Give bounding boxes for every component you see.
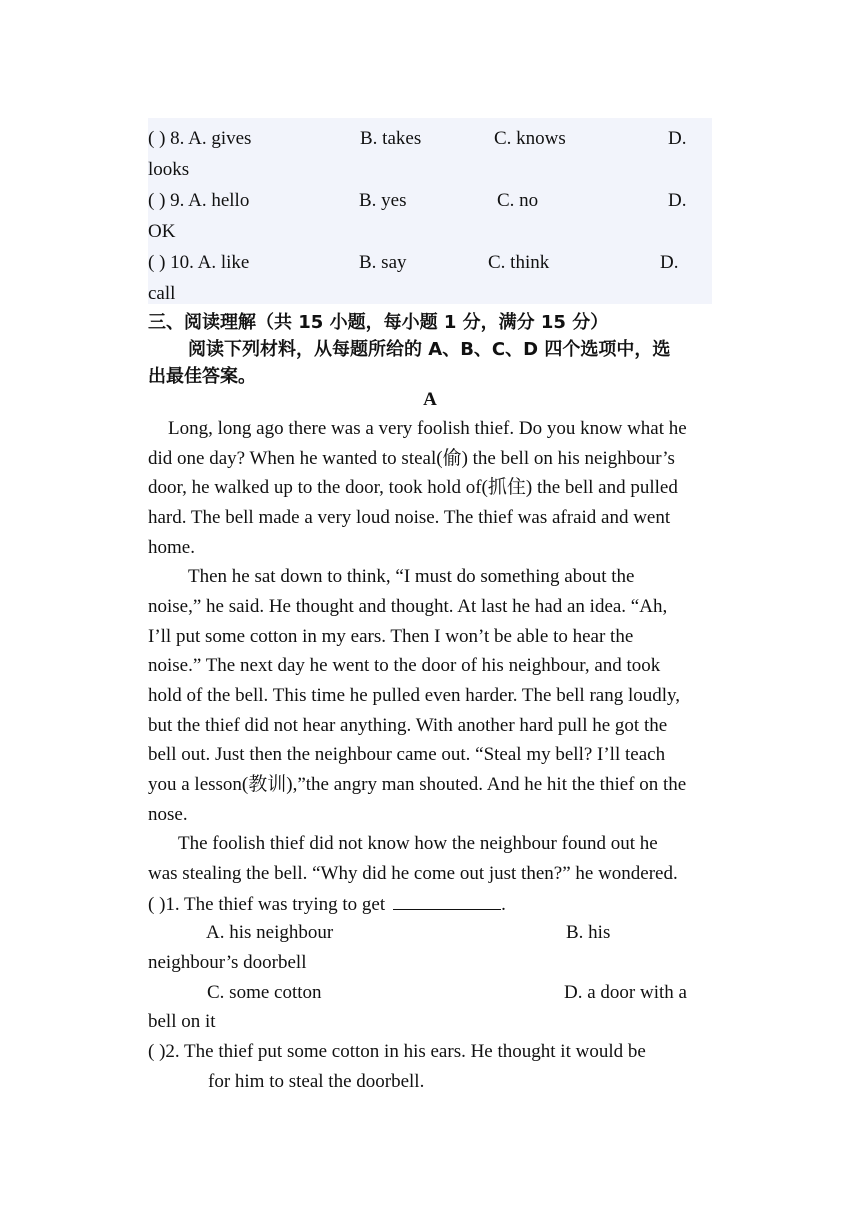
passage-line: noise.” The next day he went to the door of his neighbour, and took [148,655,661,676]
passage-line: bell out. Just then the neighbour came out. “Steal my bell? I’ll teach [148,744,666,765]
cloze-item-10-option-c: C. think [488,252,550,273]
cloze-item-8-option-c: C. knows [494,128,566,149]
cloze-item-8-option-d-text: looks [148,159,190,180]
question-1-option-a: A. his neighbour [206,922,334,943]
passage-line: I’ll put some cotton in my ears. Then I won’t be able to hear the [148,626,634,647]
cloze-item-10-option-d: D. [660,252,679,273]
passage-line: you a lesson(教训),”the angry man shouted. And he hit the thief on the [148,774,687,795]
cloze-item-8-stem: ( ) 8. A. gives [148,128,252,149]
answer-blank [393,893,501,910]
question-1-option-b-cont: neighbour’s doorbell [148,952,307,973]
question-1-stem: ( )1. The thief was trying to get . [148,894,506,915]
question-1-option-d-cont: bell on it [148,1011,216,1032]
passage-line: home. [148,537,195,558]
cloze-item-9-option-c: C. no [497,190,539,211]
question-1-option-c: C. some cotton [207,982,322,1003]
cloze-item-10-option-d-text: call [148,283,176,304]
cloze-item-8-option-b: B. takes [360,128,422,149]
cloze-item-9-option-b: B. yes [359,190,407,211]
cloze-item-10-option-b: B. say [359,252,407,273]
passage-label: A [423,389,437,410]
section-instruction-cont: 出最佳答案。 [148,366,256,387]
passage-line: Long, long ago there was a very foolish thief. Do you know what he [168,418,687,439]
cloze-item-10-stem: ( ) 10. A. like [148,252,250,273]
passage-line: hold of the bell. This time he pulled even harder. The bell rang loudly, [148,685,681,706]
section-heading: 三、阅读理解（共 15 小题，每小题 1 分，满分 15 分） [148,312,609,333]
passage-line: The foolish thief did not know how the neighbour found out he [178,833,658,854]
cloze-item-9-option-d-text: OK [148,221,176,242]
passage-line: nose. [148,804,188,825]
question-1-option-b: B. his [566,922,611,943]
section-instruction: 阅读下列材料，从每题所给的 A、B、C、D 四个选项中，选 [188,339,671,360]
cloze-item-8-option-d: D. [668,128,687,149]
passage-line: did one day? When he wanted to steal(偷) the bell on his neighbour’s [148,448,675,469]
cloze-item-9-stem: ( ) 9. A. hello [148,190,250,211]
passage-line: was stealing the bell. “Why did he come out just then?” he wondered. [148,863,678,884]
question-1-option-d: D. a door with a [564,982,687,1003]
question-2-stem-cont: for him to steal the doorbell. [208,1071,425,1092]
cloze-item-9-option-d: D. [668,190,687,211]
passage-line: hard. The bell made a very loud noise. The thief was afraid and went [148,507,671,528]
passage-line: noise,” he said. He thought and thought. At last he had an idea. “Ah, [148,596,668,617]
passage-line: Then he sat down to think, “I must do something about the [188,566,635,587]
passage-line: but the thief did not hear anything. With another hard pull he got the [148,715,668,736]
passage-line: door, he walked up to the door, took hold of(抓住) the bell and pulled [148,477,678,498]
question-2-stem: ( )2. The thief put some cotton in his ears. He thought it would be [148,1041,646,1062]
